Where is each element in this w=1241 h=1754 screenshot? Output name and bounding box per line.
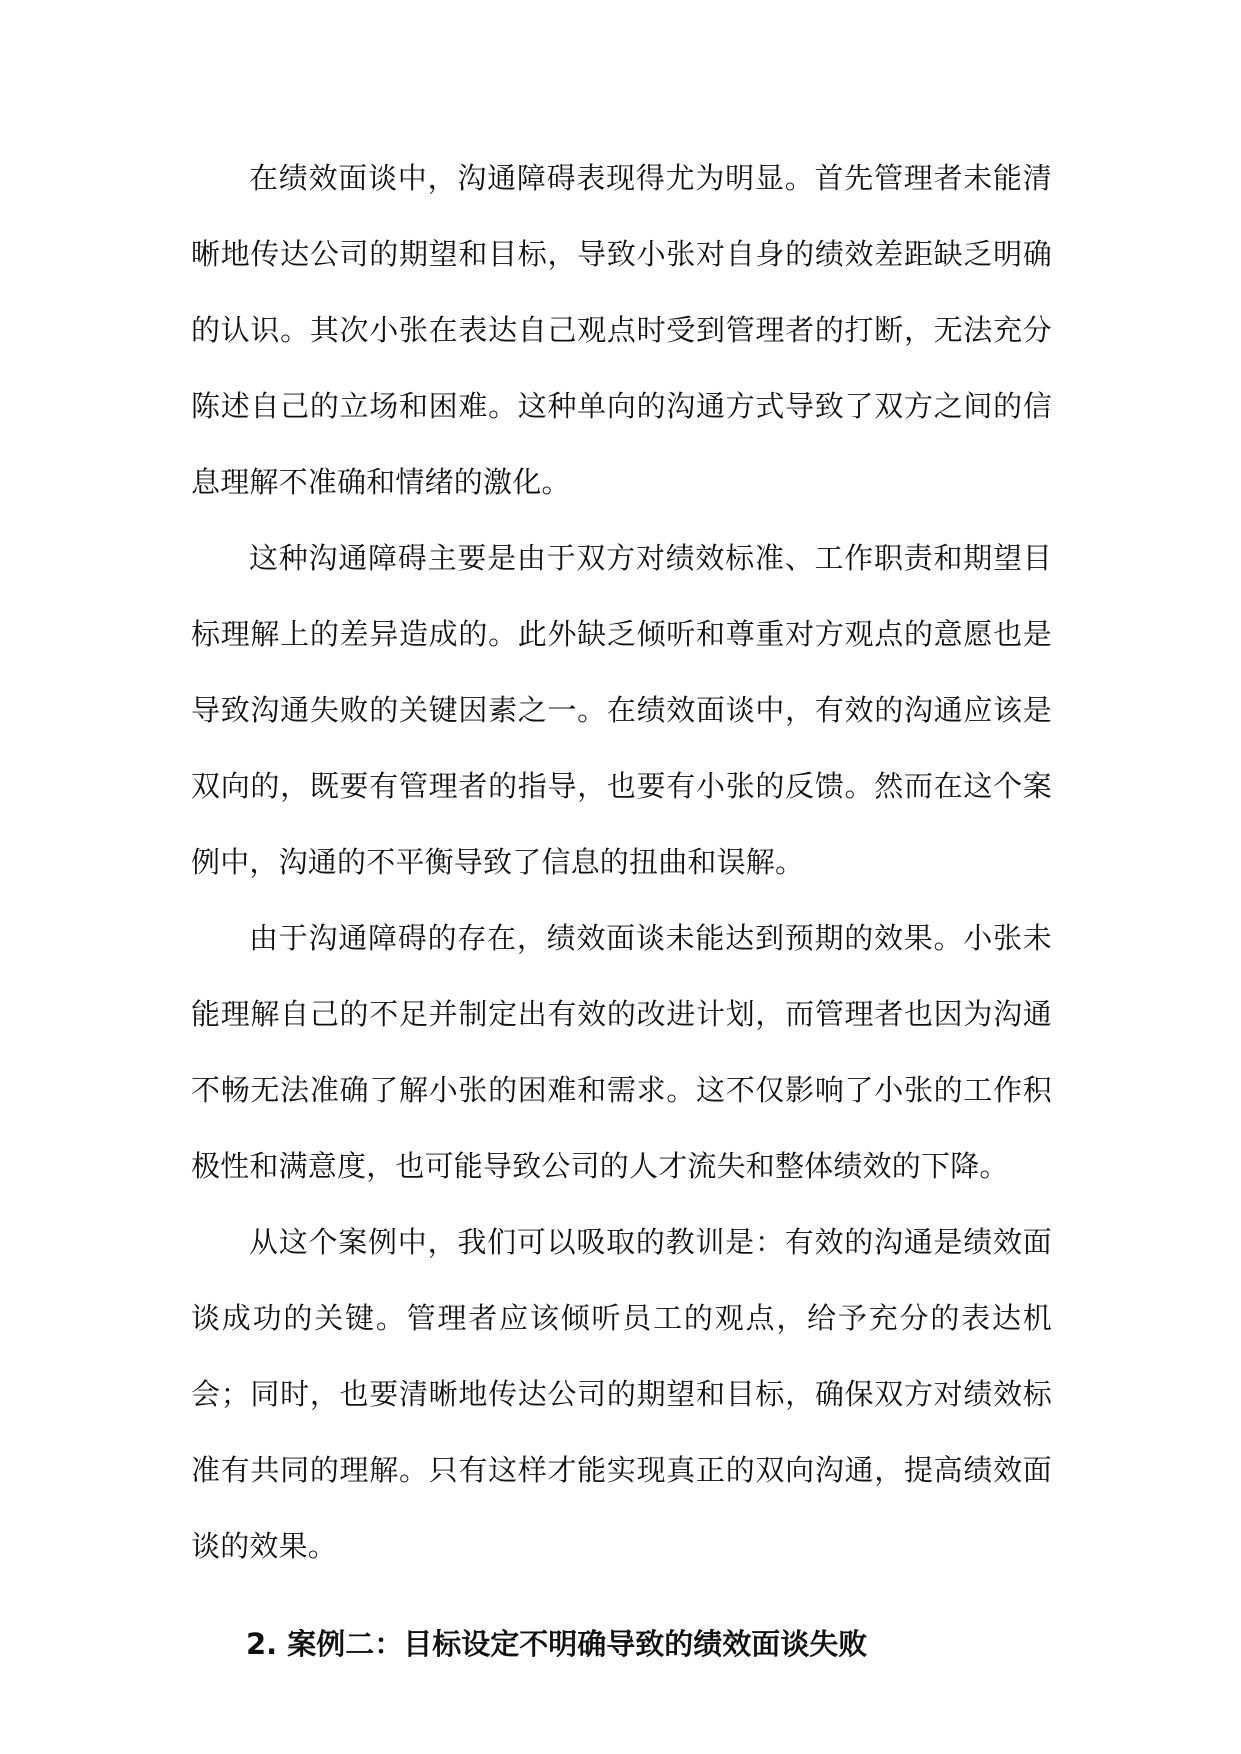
section-heading-case-two: 2. 案例二：目标设定不明确导致的绩效面谈失败: [246, 1627, 868, 1661]
paragraph-lessons: 从这个案例中，我们可以吸取的教训是：有效的沟通是绩效面谈成功的关键。管理者应该倾听员工的观点，给予充分的表达机会；同时，也要清晰地传达公司的期望和目标，确保双方对绩效标准有共同的理解。只有这样才能实现真正的双向沟通，提高绩效面谈的效果。: [191, 1225, 1052, 1563]
paragraph-communication-barrier: 在绩效面谈中，沟通障碍表现得尤为明显。首先管理者未能清晰地传达公司的期望和目标，导致小张对自身的绩效差距缺乏明确的认识。其次小张在表达自己观点时受到管理者的打断，无法充分陈述自己的立场和困难。这种单向的沟通方式导致了双方之间的信息理解不准确和情绪的激化。: [191, 161, 1052, 499]
paragraph-consequences: 由于沟通障碍的存在，绩效面谈未能达到预期的效果。小张未能理解自己的不足并制定出有效的改进计划，而管理者也因为沟通不畅无法准确了解小张的困难和需求。这不仅影响了小张的工作积极性和满意度，也可能导致公司的人才流失和整体绩效的下降。: [191, 921, 1052, 1183]
paragraph-barrier-causes: 这种沟通障碍主要是由于双方对绩效标准、工作职责和期望目标理解上的差异造成的。此外缺乏倾听和尊重对方观点的意愿也是导致沟通失败的关键因素之一。在绩效面谈中，有效的沟通应该是双向的，既要有管理者的指导，也要有小张的反馈。然而在这个案例中，沟通的不平衡导致了信息的扭曲和误解。: [191, 541, 1052, 879]
document-body: [191, 140, 1052, 1682]
